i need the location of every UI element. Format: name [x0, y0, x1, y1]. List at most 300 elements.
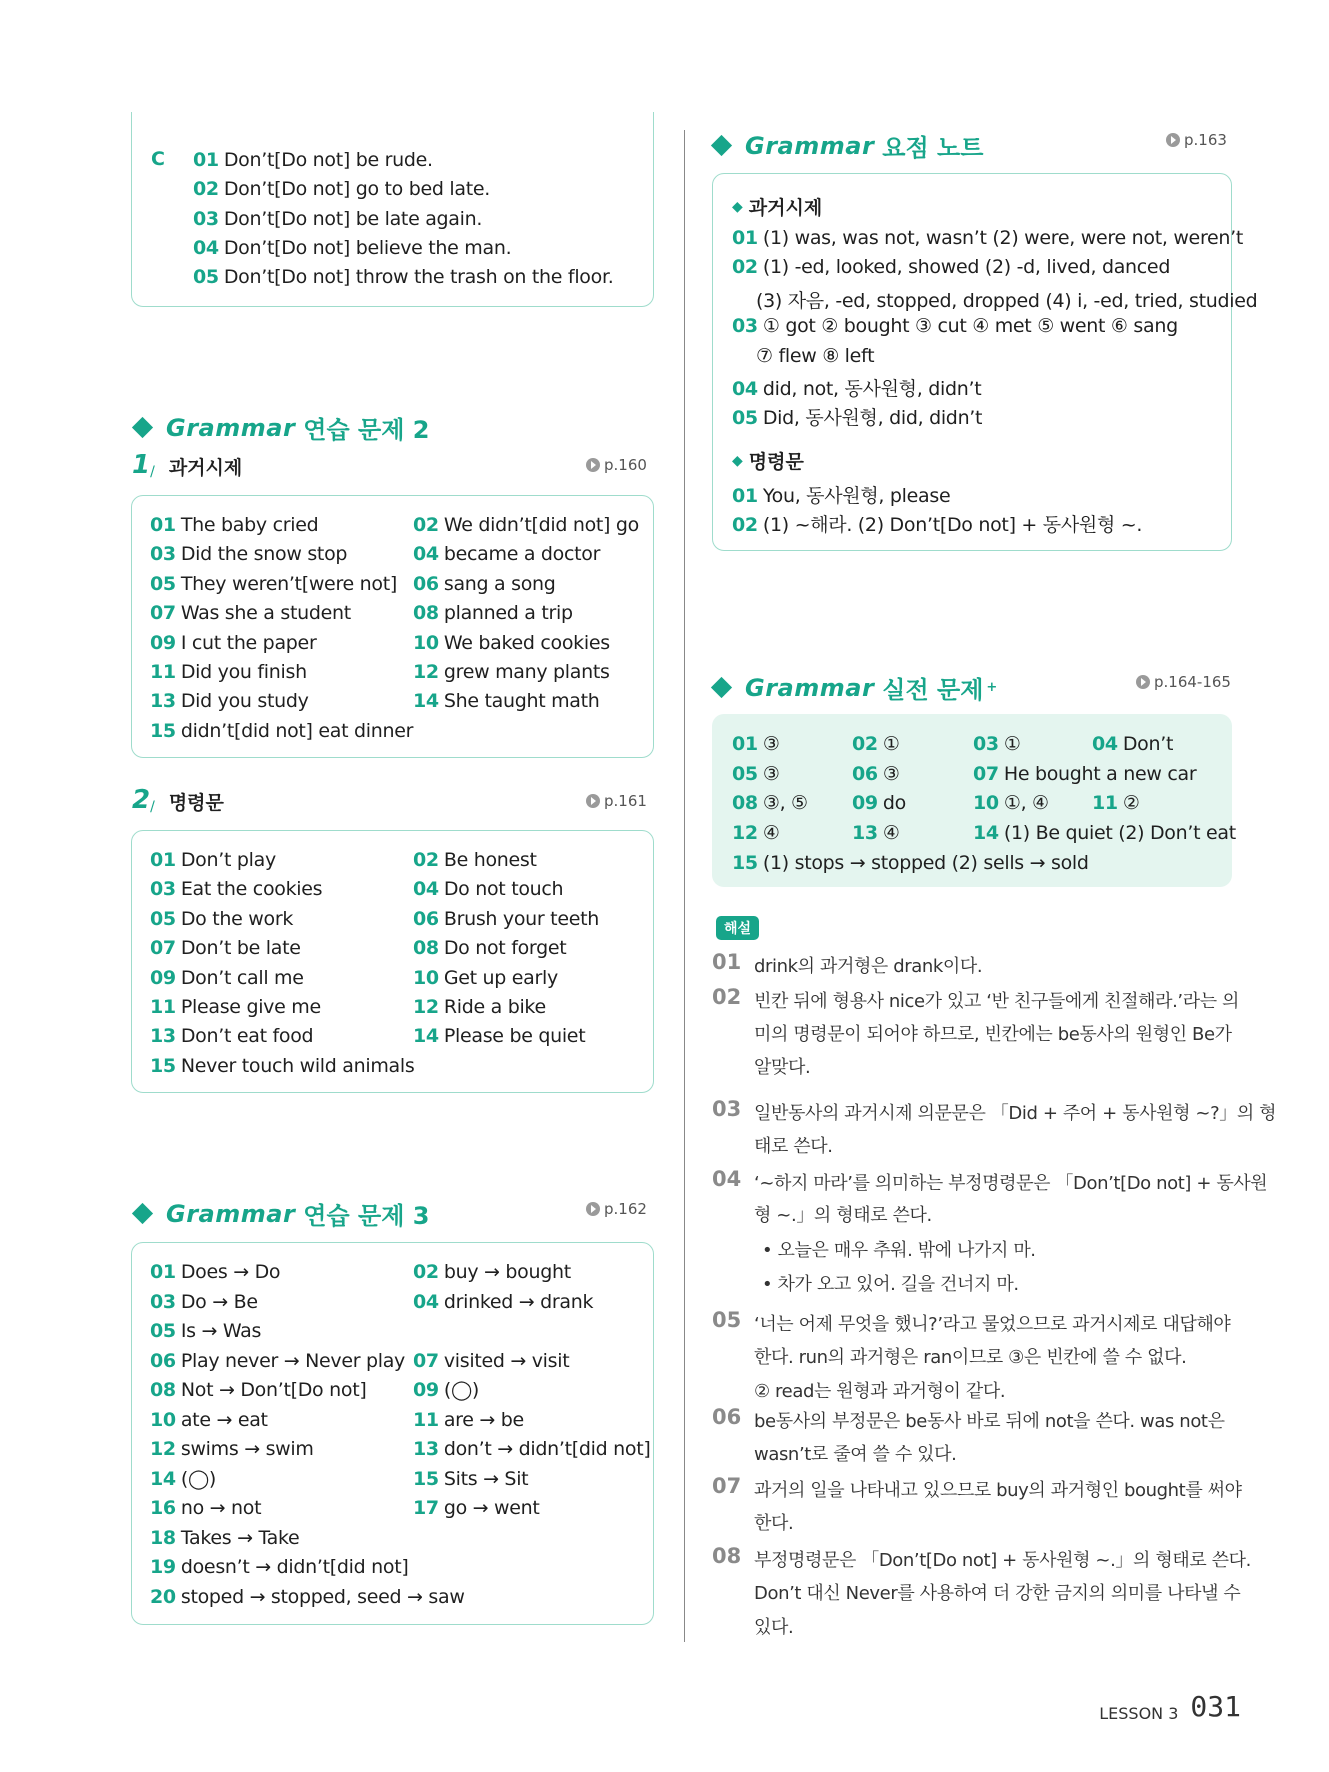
answer-item	[150, 1527, 299, 1549]
item-number: 08	[413, 937, 439, 960]
explanation-line: 형 ~.」의 형태로 쓴다.	[754, 1205, 932, 1226]
brand-label: Grammar	[745, 131, 875, 160]
item-number: 15	[150, 1054, 176, 1077]
item-number: 14	[973, 822, 999, 844]
item-text: Don’t[Do not] be late again.	[223, 207, 483, 230]
item-number: 07	[973, 763, 999, 785]
answer-item	[150, 1556, 408, 1578]
answer-item	[150, 996, 321, 1018]
answer-item	[150, 967, 304, 989]
item-number: 05	[193, 266, 219, 289]
explanation-line: 빈칸 뒤에 형용사 nice가 있고 ‘반 친구들에게 친절해라.’라는 의	[754, 991, 1240, 1012]
answer-item	[150, 690, 309, 712]
item-text: Eat the cookies	[180, 878, 323, 901]
item-number: 01	[150, 514, 176, 536]
answer-item	[150, 1025, 313, 1047]
answer-item	[413, 937, 566, 959]
section-c-item	[193, 208, 482, 230]
item-number: 15	[732, 852, 758, 874]
item-number: 04	[413, 1290, 439, 1313]
item-text: Be honest	[443, 849, 537, 871]
item-text: Don’t call me	[180, 966, 304, 989]
diamond-icon	[132, 417, 153, 438]
note-item	[732, 374, 981, 401]
brand-label: Grammar	[166, 1199, 296, 1228]
diamond-icon	[132, 1203, 153, 1224]
item-number: 02	[732, 256, 758, 279]
slash-mark: /	[150, 464, 155, 480]
item-number: 16	[150, 1497, 176, 1519]
real-answer-item	[732, 822, 780, 844]
page-ref-p162	[586, 1200, 647, 1218]
real-answer-item	[852, 733, 900, 755]
item-number: 18	[150, 1526, 176, 1549]
practice2-title	[131, 410, 429, 445]
item-number: 05	[150, 572, 176, 595]
item-text: ate → eat	[180, 1408, 268, 1431]
real-answer-item	[973, 792, 1049, 814]
answer-item	[413, 1497, 540, 1519]
answer-item	[413, 573, 556, 595]
answer-item	[413, 543, 600, 565]
item-number: 01	[193, 149, 219, 171]
item-number: 03	[732, 315, 758, 338]
item-number: 11	[1092, 792, 1118, 814]
item-text: Ride a bike	[443, 996, 546, 1018]
item-number: 01	[150, 1261, 176, 1283]
answer-item	[150, 543, 347, 565]
explanation-line: ‘너는 어제 무엇을 했니?’라고 물었으므로 과거시제로 대답해야	[754, 1314, 1231, 1335]
lesson-label: LESSON 3	[1099, 1704, 1179, 1723]
answer-item	[150, 1468, 216, 1490]
column-divider	[684, 130, 685, 1642]
item-number: 15	[150, 719, 176, 742]
answer-item	[150, 1261, 280, 1283]
item-text: ④	[762, 822, 780, 844]
part-label: 과거시제	[168, 457, 243, 479]
notes-past-heading	[732, 193, 822, 220]
item-number: 05	[732, 763, 758, 785]
explanation-number: 05	[712, 1308, 742, 1332]
answer-item	[413, 690, 600, 712]
explanation-number: 06	[712, 1405, 742, 1429]
item-text: Don’t	[1122, 733, 1174, 755]
answer-item	[150, 878, 322, 900]
answer-item	[150, 1291, 258, 1313]
item-text: do	[882, 792, 906, 814]
item-text: Don’t play	[180, 849, 276, 871]
explanation-number: 04	[712, 1167, 742, 1191]
item-text: Does → Do	[180, 1261, 281, 1283]
answer-item	[150, 1497, 261, 1519]
item-number: 02	[413, 1261, 439, 1283]
note-item	[732, 315, 1178, 337]
item-text: Please be quiet	[443, 1025, 586, 1048]
item-text: Don’t eat food	[180, 1025, 314, 1048]
real-answer-item	[852, 792, 906, 814]
item-number: 11	[150, 996, 176, 1018]
answer-item	[413, 1350, 569, 1372]
item-number: 08	[150, 1379, 176, 1401]
explanation-line: 한다. run의 과거형은 ran이므로 ③은 빈칸에 쓸 수 없다.	[754, 1347, 1187, 1368]
item-number: 02	[413, 514, 439, 536]
answer-item	[413, 1025, 585, 1047]
section-title-text: 연습 문제 2	[303, 416, 430, 444]
answer-item	[413, 661, 610, 683]
explanation-number: 01	[712, 950, 742, 974]
item-number: 11	[413, 1408, 439, 1431]
item-text: ③	[762, 763, 780, 785]
item-text: Do not forget	[443, 937, 567, 960]
page-ref-text: p.163	[1184, 131, 1227, 149]
real-answer-item	[973, 822, 1236, 844]
answer-item	[150, 632, 316, 654]
item-number: 19	[150, 1556, 176, 1578]
notes-imp-heading	[732, 447, 804, 474]
answer-item	[413, 849, 537, 871]
item-text: ①, ④	[1003, 792, 1049, 814]
item-number: 09	[852, 792, 878, 814]
item-number: 07	[150, 937, 176, 960]
item-text: Play never → Never play	[180, 1349, 405, 1372]
part-label: 명령문	[168, 792, 224, 814]
item-number: 10	[413, 631, 439, 654]
item-number: 15	[413, 1467, 439, 1490]
item-text: stoped → stopped, seed → saw	[180, 1585, 465, 1608]
item-text: did, not, 동사원형, didn’t	[762, 378, 982, 400]
item-number: 05	[150, 907, 176, 930]
item-number: 06	[150, 1349, 176, 1372]
answer-item	[150, 1409, 268, 1431]
answer-item	[413, 967, 558, 989]
page-ref-p164	[1136, 673, 1231, 691]
answer-item	[413, 514, 639, 536]
item-text: Don’t[Do not] throw the trash on the floor.	[223, 266, 614, 289]
answer-item	[150, 1438, 314, 1460]
item-text: She taught math	[443, 690, 600, 713]
item-text: became a doctor	[443, 543, 601, 566]
item-number: 12	[413, 996, 439, 1018]
real-answer-item	[732, 792, 808, 814]
explanation-line: • 차가 오고 있어. 길을 건너지 마.	[762, 1274, 1019, 1295]
real-title	[710, 670, 997, 705]
item-text: They weren’t[were not]	[180, 572, 398, 595]
real-answer-item	[732, 763, 780, 785]
section-title-text: 실전 문제	[882, 676, 984, 704]
real-answer-item	[732, 733, 780, 755]
real-answer-item	[973, 763, 1196, 785]
item-text: ③, ⑤	[762, 792, 808, 814]
item-number: 08	[732, 792, 758, 814]
explanation-line: 한다.	[754, 1513, 794, 1534]
item-text: I cut the paper	[180, 631, 317, 654]
explanation-line: ② read는 원형과 과거형이 같다.	[754, 1381, 1006, 1402]
item-number: 09	[413, 1379, 439, 1401]
answer-item	[150, 720, 413, 742]
item-text: sang a song	[443, 572, 556, 595]
answer-item	[150, 908, 293, 930]
note-heading-text: 과거시제	[748, 197, 823, 219]
item-text: ③	[882, 763, 900, 785]
item-text: ①	[882, 733, 900, 755]
answer-item	[150, 849, 276, 871]
part2-heading	[132, 785, 224, 815]
explanation-line: drink의 과거형은 drank이다.	[754, 956, 983, 977]
explanation-line: • 오늘은 매우 추워. 밖에 나가지 마.	[762, 1240, 1036, 1261]
item-number: 04	[732, 378, 758, 400]
answer-item	[150, 1379, 366, 1401]
item-number: 03	[193, 207, 219, 230]
practice3-title	[131, 1196, 429, 1231]
arrow-icon	[586, 794, 600, 808]
item-number: 01	[732, 227, 758, 249]
item-text: Is → Was	[180, 1320, 262, 1342]
diamond-bullet-icon: ◆	[732, 452, 743, 469]
item-text: doesn’t → didn’t[did not]	[180, 1556, 409, 1578]
item-number: 10	[150, 1408, 176, 1431]
explanation-line: 알맞다.	[754, 1057, 811, 1078]
explanation-line: 부정명령문은 「Don’t[Do not] + 동사원형 ~.」의 형태로 쓴다.	[754, 1550, 1251, 1571]
item-number: 10	[973, 792, 999, 814]
item-number: 11	[150, 661, 176, 683]
item-text: Don’t be late	[180, 937, 301, 960]
item-text: Sits → Sit	[443, 1467, 529, 1490]
answer-item	[413, 1291, 593, 1313]
item-number: 17	[413, 1497, 439, 1519]
slash-mark: /	[150, 799, 155, 815]
section-title-text: 요점 노트	[882, 134, 984, 162]
plus-mark: +	[986, 680, 998, 695]
page-ref-text: p.162	[604, 1200, 647, 1218]
item-number: 10	[413, 966, 439, 989]
item-number: 02	[852, 733, 878, 755]
part1-heading	[132, 450, 242, 480]
item-text: ①	[1003, 733, 1021, 755]
real-answer-item	[1092, 792, 1140, 814]
item-number: 12	[150, 1438, 176, 1460]
item-number: 08	[413, 602, 439, 625]
item-text: (1) -ed, looked, showed (2) -d, lived, danced	[762, 256, 1171, 279]
brand-label: Grammar	[745, 673, 875, 702]
item-text: Don’t[Do not] go to bed late.	[223, 178, 490, 201]
answer-item	[413, 632, 610, 654]
item-text: are → be	[443, 1408, 524, 1431]
item-text: Takes → Take	[180, 1526, 300, 1549]
explanation-line: 미의 명령문이 되어야 하므로, 빈칸에는 be동사의 원형인 Be가	[754, 1024, 1232, 1045]
item-text: Not → Don’t[Do not]	[180, 1379, 367, 1401]
explanation-line: ‘~하지 마라’를 의미하는 부정명령문은 「Don’t[Do not] + 동사원	[754, 1173, 1268, 1194]
diamond-bullet-icon: ◆	[732, 198, 743, 215]
item-text: ③	[762, 733, 780, 755]
diamond-icon	[711, 677, 732, 698]
note-item	[732, 227, 1243, 249]
arrow-icon	[586, 1202, 600, 1216]
item-number: 01	[150, 849, 176, 871]
real-answer-item	[852, 763, 900, 785]
section-title-text: 연습 문제 3	[303, 1202, 430, 1230]
item-text: Please give me	[180, 996, 321, 1018]
arrow-icon	[1166, 133, 1180, 147]
item-number: 13	[150, 690, 176, 713]
item-text: swims → swim	[180, 1438, 314, 1460]
real-answer-item	[852, 822, 900, 844]
note-item	[732, 256, 1170, 278]
item-text: visited → visit	[443, 1349, 570, 1372]
arrow-icon	[586, 458, 600, 472]
explanation-number: 02	[712, 985, 742, 1009]
answer-item	[150, 514, 318, 536]
explanation-line: wasn’t로 줄여 쓸 수 있다.	[754, 1444, 957, 1465]
answer-item	[150, 1320, 261, 1342]
section-c-item	[193, 149, 433, 171]
item-number: 13	[150, 1025, 176, 1048]
item-text: Get up early	[443, 966, 558, 989]
arrow-icon	[1136, 675, 1150, 689]
item-text: Did the snow stop	[180, 543, 348, 566]
item-text: planned a trip	[443, 602, 573, 625]
item-text: (3) 자음, -ed, stopped, dropped (4) i, -ed, tried, studied	[756, 289, 1258, 312]
explanation-number: 03	[712, 1097, 742, 1121]
page-footer	[1099, 1690, 1241, 1723]
item-number: 02	[413, 849, 439, 871]
real-answer-item	[973, 733, 1021, 755]
item-number: 07	[413, 1349, 439, 1372]
item-number: 20	[150, 1585, 176, 1608]
item-number: 12	[413, 661, 439, 683]
answer-item	[150, 661, 307, 683]
explanation-number: 07	[712, 1474, 742, 1498]
explanation-tag: 해설	[716, 916, 759, 940]
item-text: buy → bought	[443, 1261, 571, 1283]
item-text: grew many plants	[443, 661, 610, 683]
item-text: ②	[1122, 792, 1140, 814]
item-number: 06	[413, 572, 439, 595]
answer-item	[150, 1586, 465, 1608]
answer-item	[150, 937, 301, 959]
item-number: 13	[413, 1438, 439, 1460]
item-number: 02	[193, 178, 219, 201]
item-text: (1) ~해라. (2) Don’t[Do not] + 동사원형 ~.	[762, 514, 1143, 537]
note-item	[732, 510, 1142, 537]
part-number: 2	[132, 785, 151, 815]
item-text: The baby cried	[180, 514, 319, 536]
item-number: 09	[150, 966, 176, 989]
item-text: ④	[882, 822, 900, 844]
part-number: 1	[132, 450, 151, 480]
answer-item	[413, 1468, 528, 1490]
item-text: We baked cookies	[443, 631, 610, 654]
answer-item	[413, 1409, 524, 1431]
item-number: 06	[413, 907, 439, 930]
answer-item	[413, 908, 599, 930]
page-ref-text: p.161	[604, 792, 647, 810]
item-number: 03	[150, 1290, 176, 1313]
item-text: Did, 동사원형, did, didn’t	[762, 407, 983, 430]
page-ref-text: p.160	[604, 456, 647, 474]
item-number: 14	[413, 1025, 439, 1048]
real-answer-item	[1092, 733, 1173, 755]
note-item	[732, 403, 982, 430]
item-text: Do the work	[180, 907, 294, 930]
item-number: 03	[150, 878, 176, 901]
item-text: (1) was, was not, wasn’t (2) were, were not, weren’t	[762, 227, 1244, 249]
page-ref-p161	[586, 792, 647, 810]
item-number: 01	[732, 733, 758, 755]
explanation-line: 태로 쓴다.	[754, 1136, 833, 1157]
note-heading-text: 명령문	[748, 451, 804, 473]
answer-item	[150, 573, 397, 595]
item-number: 05	[732, 407, 758, 430]
note-item	[732, 481, 950, 508]
answer-item	[413, 1379, 479, 1401]
item-text: Do → Be	[180, 1290, 258, 1313]
item-text: Did you study	[180, 690, 309, 713]
item-text: Don’t[Do not] be rude.	[223, 149, 433, 171]
item-number: 03	[973, 733, 999, 755]
answer-item	[413, 602, 573, 624]
item-text: Never touch wild animals	[180, 1054, 415, 1077]
note-item	[756, 345, 874, 367]
item-number: 04	[413, 543, 439, 566]
item-number: 14	[150, 1467, 176, 1490]
item-number: 02	[732, 514, 758, 537]
explanation-number: 08	[712, 1544, 742, 1568]
item-number: 04	[1092, 733, 1118, 755]
section-c-item	[193, 266, 613, 288]
item-text: go → went	[443, 1497, 540, 1519]
item-text: (◯)	[180, 1467, 217, 1490]
item-text: drinked → drank	[443, 1290, 594, 1313]
item-text: Brush your teeth	[443, 907, 599, 930]
item-text: Do not touch	[443, 878, 564, 901]
page-number: 031	[1190, 1690, 1241, 1723]
item-text: We didn’t[did not] go	[443, 514, 639, 536]
item-number: 13	[852, 822, 878, 844]
page-ref-p163	[1166, 131, 1227, 149]
item-number: 04	[193, 236, 219, 259]
item-text: no → not	[180, 1497, 262, 1519]
item-text: (1) stops → stopped (2) sells → sold	[762, 852, 1089, 874]
item-text: don’t → didn’t[did not]	[443, 1438, 651, 1460]
item-text: Did you finish	[180, 661, 307, 683]
section-c-item	[193, 178, 490, 200]
item-text: Don’t[Do not] believe the man.	[223, 236, 512, 259]
answer-item	[150, 1350, 405, 1372]
answer-item	[413, 1438, 650, 1460]
item-number: 03	[150, 543, 176, 566]
item-text: ① got ② bought ③ cut ④ met ⑤ went ⑥ sang	[762, 315, 1178, 338]
answer-item	[413, 878, 563, 900]
explanation-line: be동사의 부정문은 be동사 바로 뒤에 not을 쓴다. was not은	[754, 1411, 1225, 1432]
answer-item	[150, 1055, 414, 1077]
item-number: 06	[852, 763, 878, 785]
answer-item	[413, 1261, 571, 1283]
item-number: 04	[413, 878, 439, 901]
item-text: Was she a student	[180, 602, 351, 625]
item-number: 14	[413, 690, 439, 713]
answer-item	[150, 602, 351, 624]
page-ref-text: p.164-165	[1154, 673, 1231, 691]
diamond-icon	[711, 135, 732, 156]
item-text: ⑦ flew ⑧ left	[756, 344, 875, 367]
item-text: didn’t[did not] eat dinner	[180, 719, 414, 742]
item-text: (1) Be quiet (2) Don’t eat	[1003, 822, 1236, 844]
item-number: 09	[150, 631, 176, 654]
item-number: 05	[150, 1320, 176, 1342]
explanation-line: 있다.	[754, 1617, 794, 1638]
section-c-letter: C	[151, 148, 165, 170]
explanation-line: 일반동사의 과거시제 의문문은 「Did + 주어 + 동사원형 ~?」의 형	[754, 1103, 1277, 1124]
